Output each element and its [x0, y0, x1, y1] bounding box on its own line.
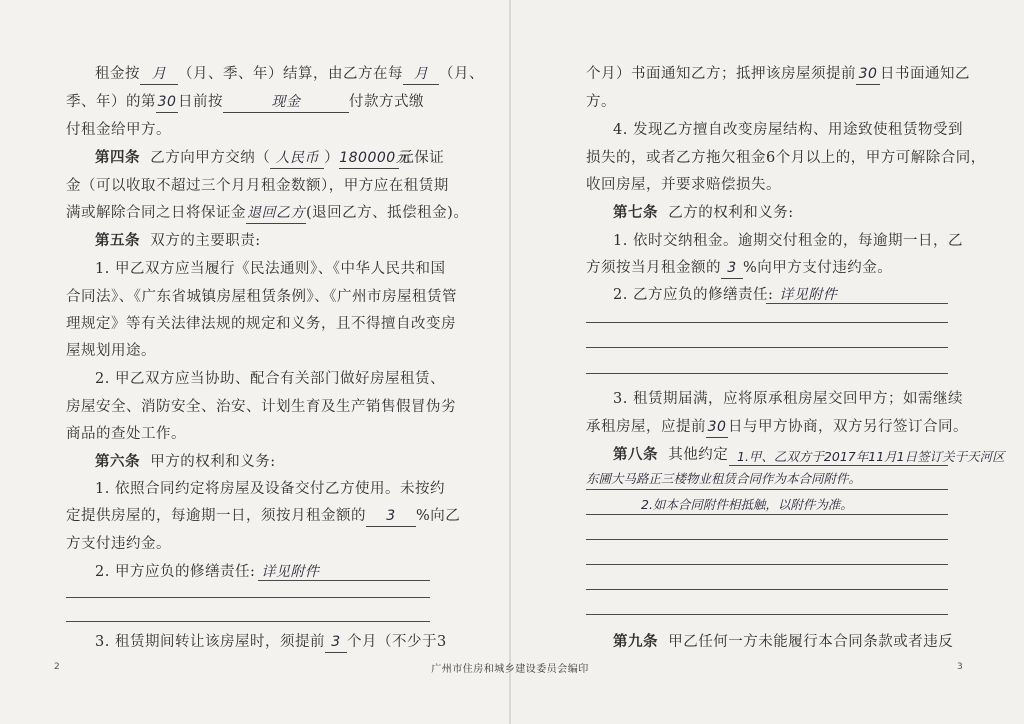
fill-in-rule: [586, 564, 948, 565]
left-page: [0, 0, 509, 724]
right-page: [511, 0, 1024, 724]
article-6-clause-3-line: 3. 租赁期间转让该房屋时，须提前 3 个月（不少于3: [95, 632, 447, 653]
handwritten-agreement-line: 1.甲、乙双方于2017年11月1日签订关于天河区: [737, 449, 1005, 464]
fill-in-rule: [66, 597, 430, 598]
article-7-clause-1-line: 1. 依时交纳租金。逾期交付租金的，每逾期一日，乙: [613, 233, 963, 249]
page-number-right: 3: [957, 662, 963, 672]
article-4-line-1: 第四条 乙方向甲方交纳（ 人民币 ）180000元元保证: [95, 148, 444, 169]
clause-continuation-line: 个月）书面通知乙方；抵押该房屋须提前 30 日书面通知乙: [586, 64, 970, 85]
article-7-clause-3-line: 承租房屋，应提前 30 日与甲方协商，双方另行签订合同。: [586, 417, 968, 438]
article-6-clause-1-line: 1. 依照合同约定将房屋及设备交付乙方使用。未按约: [95, 481, 445, 497]
clause-4-line: 4. 发现乙方擅自改变房屋结构、用途致使租赁物受到: [613, 122, 963, 138]
handwritten-agreement-line: 东圃大马路正三楼物业租赁合同作为本合同附件。: [586, 471, 862, 486]
fill-in-rule: [729, 465, 948, 466]
rent-payment-line-1: 租金按 月 （月、季、年）结算，由乙方在每 月 （月、: [95, 64, 484, 85]
article-6-clause-1-line: 方支付违约金。: [66, 536, 171, 552]
article-6-clause-1-line: 定提供房屋的，每逾期一日，须按月租金额的 3 %向乙: [66, 506, 460, 527]
clause-4-line: 损失的，或者乙方拖欠租金6个月以上的，甲方可解除合同，: [586, 150, 986, 166]
article-5-clause-2-line: 房屋安全、消防安全、治安、计划生育及生产销售假冒伪劣: [66, 399, 456, 415]
article-7-clause-1-line: 方须按当月租金额的 3 %向甲方支付违约金。: [586, 258, 892, 279]
article-6-clause-2-line: 2. 甲方应负的修缮责任: 详见附件: [95, 564, 320, 580]
clause-continuation-line: 方。: [586, 94, 616, 110]
article-4-line-2: 金（可以收取不超过三个月月租金数额），甲方应在租赁期: [66, 178, 449, 194]
article-9-heading: 第九条 甲乙任何一方未能履行本合同条款或者违反: [613, 633, 954, 650]
handwritten-agreement-line: 2.如本合同附件相抵触，以附件为准。: [641, 497, 853, 512]
fill-in-rule: [586, 589, 948, 590]
article-4-line-3: 满或解除合同之日将保证金退回乙方(退回乙方、抵偿租金)。: [66, 203, 468, 224]
article-5-clause-1-line: 理规定》等有关法律法规的规定和义务，且不得擅自改变房: [66, 316, 456, 332]
article-6-heading: 第六条 甲方的权利和义务:: [95, 453, 276, 470]
article-5-heading: 第五条 双方的主要职责:: [95, 232, 261, 249]
page-number-left: 2: [54, 662, 60, 672]
fill-in-rule: [586, 347, 948, 348]
article-8-heading: 第八条 其他约定: [613, 446, 729, 463]
fill-in-rule: [586, 373, 948, 374]
rent-payment-line-2: 季、年）的第 30 日前按 现金 付款方式缴: [66, 92, 424, 113]
rent-payment-line-3: 付租金给甲方。: [66, 122, 171, 138]
article-5-clause-2-line: 商品的查处工作。: [66, 426, 186, 442]
fill-in-rule: [586, 489, 948, 490]
article-5-clause-1-line: 合同法》、《广东省城镇房屋租赁条例》、《广州市房屋租赁管: [66, 289, 457, 305]
clause-4-line: 收回房屋，并要求赔偿损失。: [586, 177, 781, 193]
article-7-clause-3-line: 3. 租赁期届满，应将原承租房屋交回甲方；如需继续: [613, 391, 963, 407]
article-5-clause-2-line: 2. 甲乙双方应当协助、配合有关部门做好房屋租赁、: [95, 371, 445, 387]
article-5-clause-1-line: 1. 甲乙双方应当履行《民法通则》、《中华人民共和国: [95, 261, 446, 277]
fill-in-rule: [586, 514, 948, 515]
article-7-clause-2-line: 2. 乙方应负的修缮责任: 详见附件: [613, 287, 838, 303]
fill-in-rule: [586, 322, 948, 323]
fill-in-rule: [586, 614, 948, 615]
article-7-heading: 第七条 乙方的权利和义务:: [613, 204, 794, 221]
fill-in-rule: [586, 539, 948, 540]
fill-in-rule: [258, 580, 430, 581]
article-5-clause-1-line: 屋规划用途。: [66, 343, 156, 359]
publisher-footer: 广州市住房和城乡建设委员会编印: [431, 664, 589, 675]
fill-in-rule: [766, 303, 948, 304]
fill-in-rule: [66, 621, 430, 622]
